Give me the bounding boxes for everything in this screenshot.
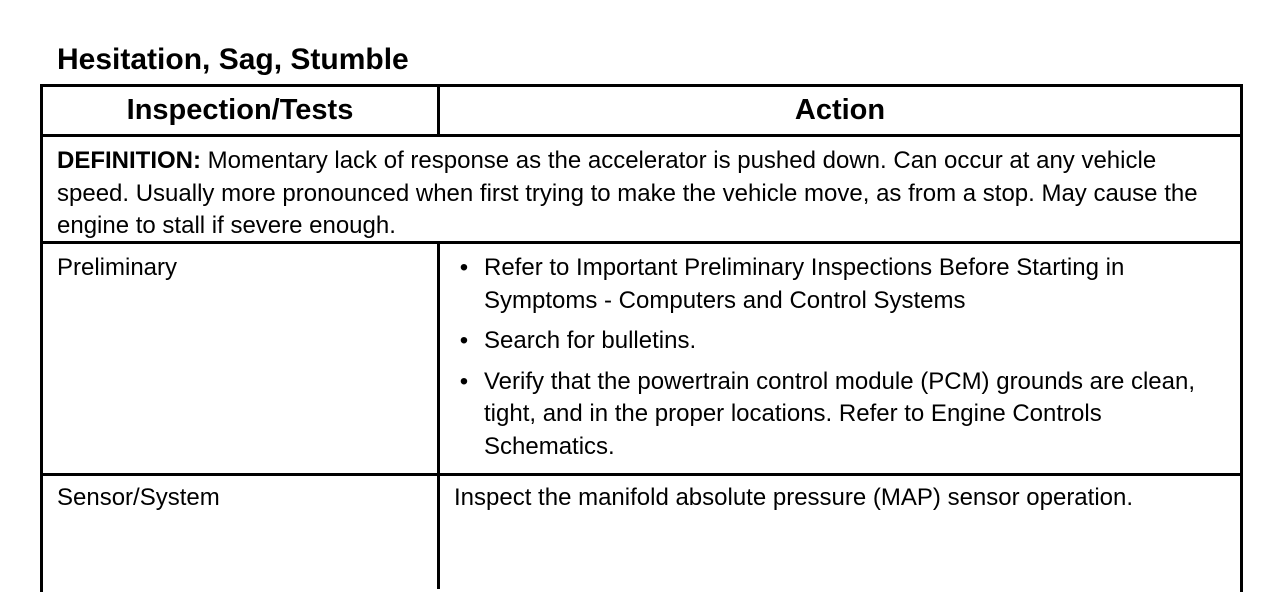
bullet-marker: • bbox=[459, 254, 469, 281]
bullet-text: Verify that the powertrain control module (PCM) grounds are clean, tight, and in the proper locations. Refer to Engine Controls Schematics. bbox=[484, 367, 1196, 460]
page-title: Hesitation, Sag, Stumble bbox=[57, 43, 409, 76]
table-header-row bbox=[43, 87, 1240, 137]
bullet-text: Search for bulletins. bbox=[484, 327, 697, 354]
test-cell-sensor-system: Sensor/System bbox=[43, 476, 440, 589]
test-cell-preliminary: Preliminary bbox=[43, 244, 440, 473]
definition-label: DEFINITION: bbox=[57, 147, 201, 174]
bullet-marker: • bbox=[459, 327, 469, 354]
table-row bbox=[43, 476, 1240, 589]
action-cell-sensor-system: Inspect the manifold absolute pressure (MAP) sensor operation. bbox=[454, 484, 1134, 511]
header-action: Action bbox=[794, 94, 886, 126]
table-row bbox=[43, 244, 1240, 476]
action-cell-preliminary bbox=[440, 244, 1240, 473]
list-item bbox=[454, 252, 1226, 317]
action-bullet-list bbox=[454, 252, 1226, 463]
diagnosis-table bbox=[40, 84, 1243, 592]
bullet-text: Refer to Important Preliminary Inspections Before Starting in Symptoms - Computers and Control Systems bbox=[484, 254, 1125, 314]
definition-row bbox=[43, 137, 1240, 244]
bullet-marker: • bbox=[459, 367, 469, 395]
definition-text: Momentary lack of response as the accelerator is pushed down. Can occur at any vehicle speed. Usually more pronounced when first trying to make the vehicle move, as from a stop. May cause the engine to stall if severe enough. bbox=[57, 147, 1198, 239]
header-inspection-tests: Inspection/Tests bbox=[43, 87, 440, 134]
list-item bbox=[454, 366, 1226, 464]
list-item bbox=[454, 325, 1226, 358]
